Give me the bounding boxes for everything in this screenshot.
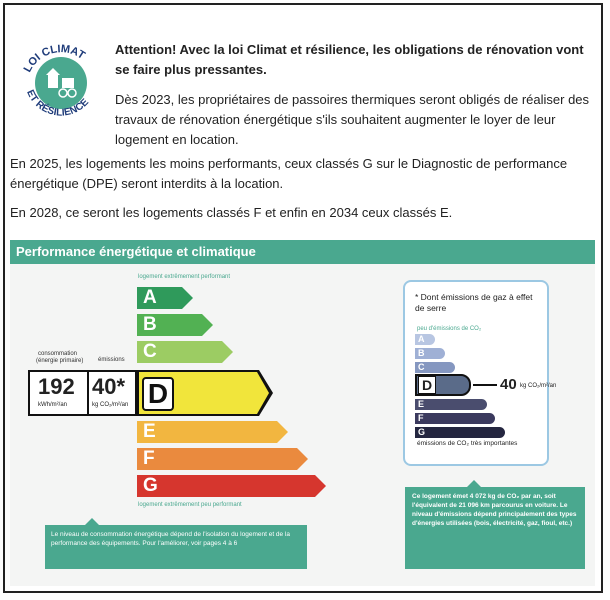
cons-value: 192 [38, 374, 75, 399]
cons-sublabel: (énergie primaire) [36, 358, 84, 364]
dpe-bar-e [137, 421, 277, 443]
ges-bottom-label: émissions de CO₂ très importantes [417, 440, 518, 447]
dpe-letter-d: D [142, 377, 174, 411]
ges-value: 40 [500, 376, 517, 393]
ges-pointer-line [473, 384, 497, 386]
dpe-letter-f: F [143, 448, 155, 469]
svg-text:LOI CLIMAT: LOI CLIMAT [21, 42, 88, 75]
cons-unit: kWh/m²/an [38, 402, 68, 408]
dpe-bar-c [137, 341, 222, 363]
ges-top-label: peu d'émissions de CO₂ [417, 326, 482, 332]
svg-text:ET RÉSILIENCE: ET RÉSILIENCE [24, 88, 92, 119]
ges-unit: kg CO₂/m²/an [520, 383, 557, 389]
ges-bar-b: B [415, 348, 445, 359]
emis-value: 40* [92, 374, 126, 399]
dpe-letter-g: G [143, 475, 158, 496]
emis-label: émissions [98, 357, 125, 363]
emis-unit: kg CO₂/m²/an [92, 402, 129, 408]
ges-letter-d: D [418, 376, 436, 394]
dpe-bar-f [137, 448, 297, 470]
intro-attention: Attention! Avec la loi Climat et résilience, les obligations de rénovation vont se faire plus pressantes. [115, 42, 584, 77]
loi-climat-logo [16, 38, 106, 128]
intro-2028: En 2028, ce seront les logements classés F et enfin en 2034 ceux classés E. [10, 205, 453, 220]
info-consumption: Le niveau de consommation énergétique dépend de l'isolation du logement et de la performance des équipements. Pour l'améliorer, voir pages 4 à 6 [45, 525, 307, 569]
ges-bar-e: E [415, 399, 487, 410]
dpe-letter-b: B [143, 314, 157, 335]
dpe-bar-b [137, 314, 202, 336]
dpe-letter-c: C [143, 341, 157, 362]
dpe-d-arrow-fill [257, 372, 269, 414]
intro-2023: Dès 2023, les propriétaires de passoires thermiques seront obligés de réaliser des travaux de rénovation énergétique s'ils souhaitent augmenter le loyer de leur logement en location. [115, 92, 590, 147]
ges-title: * Dont émissions de gaz à effet de serre [415, 292, 533, 313]
ges-bar-g: G [415, 427, 505, 438]
performance-banner: Performance énergétique et climatique [10, 240, 595, 264]
dpe-letter-e: E [143, 421, 156, 442]
dpe-bar-g [137, 475, 315, 497]
dpe-letter-a: A [143, 287, 157, 308]
box-separator [87, 372, 89, 414]
consumption-box [28, 370, 137, 416]
ges-bar-a: A [415, 334, 435, 345]
info-emissions: Ce logement émet 4 072 kg de CO₂ par an, soit l'équivalent de 21 096 km parcourus en voiture. Le niveau d'émissions dépend principalement des types d'énergies utilisées (bois, électricité, gaz, fioul, etc.) [405, 487, 585, 569]
intro-2025: En 2025, les logements les moins performants, ceux classés G sur le Diagnostic de performance énergétique (DPE) seront interdits à la location. [10, 156, 568, 191]
cons-label: consommation [38, 351, 78, 357]
ges-panel [403, 280, 549, 466]
ges-bar-c: C [415, 362, 455, 373]
dpe-bottom-label: logement extrêmement peu performant [138, 502, 242, 508]
dpe-bar-a [137, 287, 182, 309]
ges-bar-f: F [415, 413, 495, 424]
dpe-top-label: logement extrêmement performant [138, 274, 231, 280]
